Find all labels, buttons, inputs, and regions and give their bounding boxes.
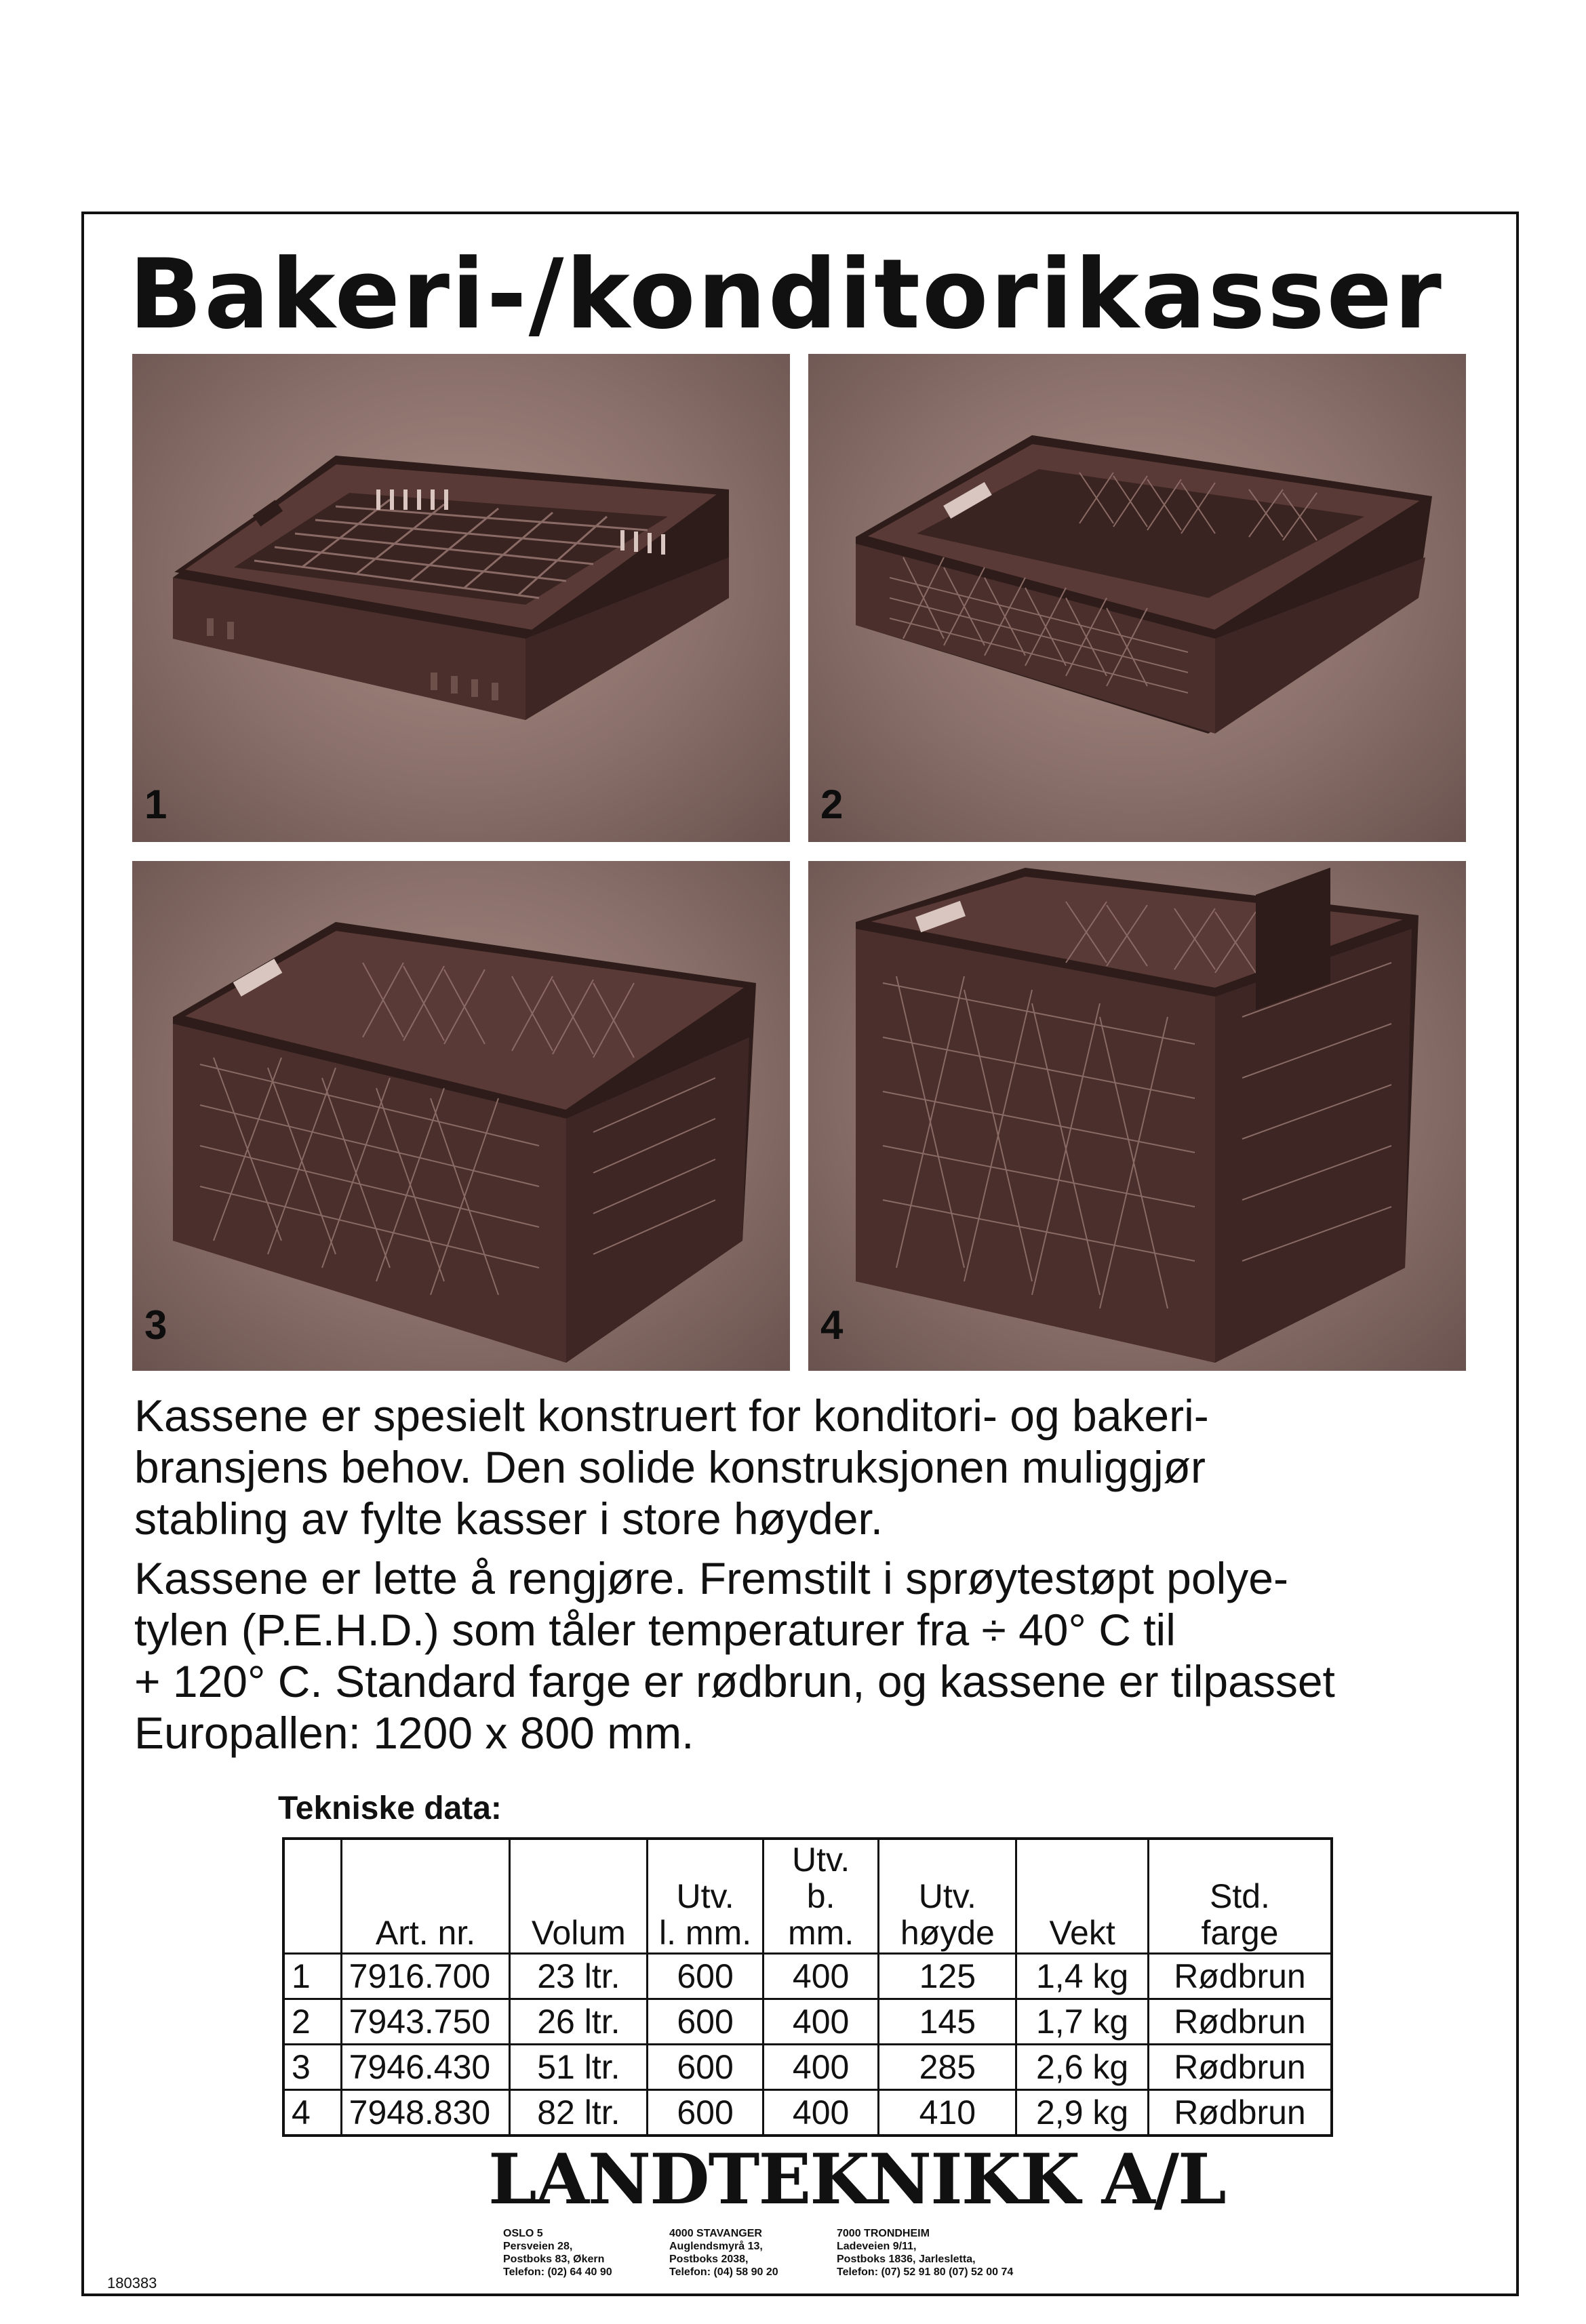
cell-vekt: 2,9 kg <box>1016 2090 1149 2136</box>
header-vekt: Vekt <box>1016 1839 1149 1954</box>
office-line: Telefon: (02) 64 40 90 <box>503 2266 612 2278</box>
office-line: Telefon: (07) 52 91 80 (07) 52 00 74 <box>837 2266 1014 2278</box>
cell-farge: Rødbrun <box>1148 2045 1332 2090</box>
office-city: 4000 STAVANGER <box>669 2228 762 2239</box>
header-width: Utv. b. mm. <box>763 1839 879 1954</box>
cell-art-nr: 7943.750 <box>341 1999 510 2045</box>
page-title: Bakeri-/konditorikasser <box>129 239 1444 350</box>
crate-photo-3 <box>132 861 790 1371</box>
header-length: Utv. l. mm. <box>648 1839 764 1954</box>
photo-number-2: 2 <box>820 782 844 827</box>
office-line: Postboks 2038, <box>669 2253 749 2265</box>
cell-height: 145 <box>879 1999 1016 2045</box>
cell-volum: 82 ltr. <box>510 2090 648 2136</box>
description-paragraph-2: Kassene er lette å rengjøre. Fremstilt i sprøytestøpt polye- tylen (P.E.H.D.) som tåler temperaturer fra ÷ 40° C til + 120° C. Standard farge er rødbrun, og kassene er tilpasset Europallen: 1200 x 800 mm. <box>134 1553 1335 1758</box>
office-line: Postboks 83, Økern <box>503 2253 605 2265</box>
crate-photo-4 <box>808 861 1466 1371</box>
crate-illustration-3 <box>132 861 790 1371</box>
cell-length: 600 <box>648 1999 764 2045</box>
cell-height: 125 <box>879 1954 1016 1999</box>
cell-length: 600 <box>648 2045 764 2090</box>
header-art-nr: Art. nr. <box>341 1839 510 1954</box>
table-row <box>283 2090 1332 2136</box>
cell-width: 400 <box>763 1954 879 1999</box>
cell-index: 2 <box>283 1999 341 2045</box>
cell-width: 400 <box>763 2090 879 2136</box>
cell-width: 400 <box>763 2045 879 2090</box>
technical-data-label: Tekniske data: <box>278 1790 502 1826</box>
cell-volum: 26 ltr. <box>510 1999 648 2045</box>
header-farge: Std. farge <box>1148 1839 1332 1954</box>
crate-photo-2 <box>808 354 1466 842</box>
cell-index: 1 <box>283 1954 341 1999</box>
header-volum: Volum <box>510 1839 648 1954</box>
cell-length: 600 <box>648 1954 764 1999</box>
cell-height: 285 <box>879 2045 1016 2090</box>
office-line: Postboks 1836, Jarlesletta, <box>837 2253 976 2265</box>
cell-vekt: 2,6 kg <box>1016 2045 1149 2090</box>
cell-height: 410 <box>879 2090 1016 2136</box>
description-paragraph-1: Kassene er spesielt konstruert for konditori- og bakeri- bransjens behov. Den solide konstruksjonen muliggjør stabling av fylte kasser i store høyder. <box>134 1390 1209 1544</box>
cell-art-nr: 7948.830 <box>341 2090 510 2136</box>
header-index <box>283 1839 341 1954</box>
cell-length: 600 <box>648 2090 764 2136</box>
office-stavanger <box>669 2227 778 2279</box>
office-line: Ladeveien 9/11, <box>837 2241 917 2252</box>
cell-vekt: 1,7 kg <box>1016 1999 1149 2045</box>
cell-width: 400 <box>763 1999 879 2045</box>
office-oslo <box>503 2227 612 2279</box>
photo-number-4: 4 <box>820 1302 844 1348</box>
cell-volum: 23 ltr. <box>510 1954 648 1999</box>
header-height: Utv. høyde <box>879 1839 1016 1954</box>
company-logo: LANDTEKNIKK A/L <box>488 2139 1225 2220</box>
cell-farge: Rødbrun <box>1148 1954 1332 1999</box>
document-code: 180383 <box>107 2275 157 2291</box>
table-row <box>283 2045 1332 2090</box>
office-line: Persveien 28, <box>503 2241 573 2252</box>
office-line: Telefon: (04) 58 90 20 <box>669 2266 778 2278</box>
photo-number-3: 3 <box>144 1302 167 1348</box>
table-row <box>283 1999 1332 2045</box>
cell-farge: Rødbrun <box>1148 1999 1332 2045</box>
table-row <box>283 1954 1332 1999</box>
crate-illustration-2 <box>808 354 1466 842</box>
cell-index: 3 <box>283 2045 341 2090</box>
office-trondheim <box>837 2227 1013 2279</box>
cell-vekt: 1,4 kg <box>1016 1954 1149 1999</box>
technical-data-table <box>282 1837 1333 2137</box>
office-city: OSLO 5 <box>503 2228 543 2239</box>
table-header-row <box>283 1839 1332 1954</box>
photo-number-1: 1 <box>144 782 167 827</box>
office-city: 7000 TRONDHEIM <box>837 2228 930 2239</box>
cell-farge: Rødbrun <box>1148 2090 1332 2136</box>
cell-art-nr: 7946.430 <box>341 2045 510 2090</box>
crate-illustration-1 <box>132 354 790 842</box>
crate-photo-1 <box>132 354 790 842</box>
cell-art-nr: 7916.700 <box>341 1954 510 1999</box>
office-line: Auglendsmyrå 13, <box>669 2241 763 2252</box>
cell-index: 4 <box>283 2090 341 2136</box>
crate-illustration-4 <box>808 861 1466 1371</box>
cell-volum: 51 ltr. <box>510 2045 648 2090</box>
